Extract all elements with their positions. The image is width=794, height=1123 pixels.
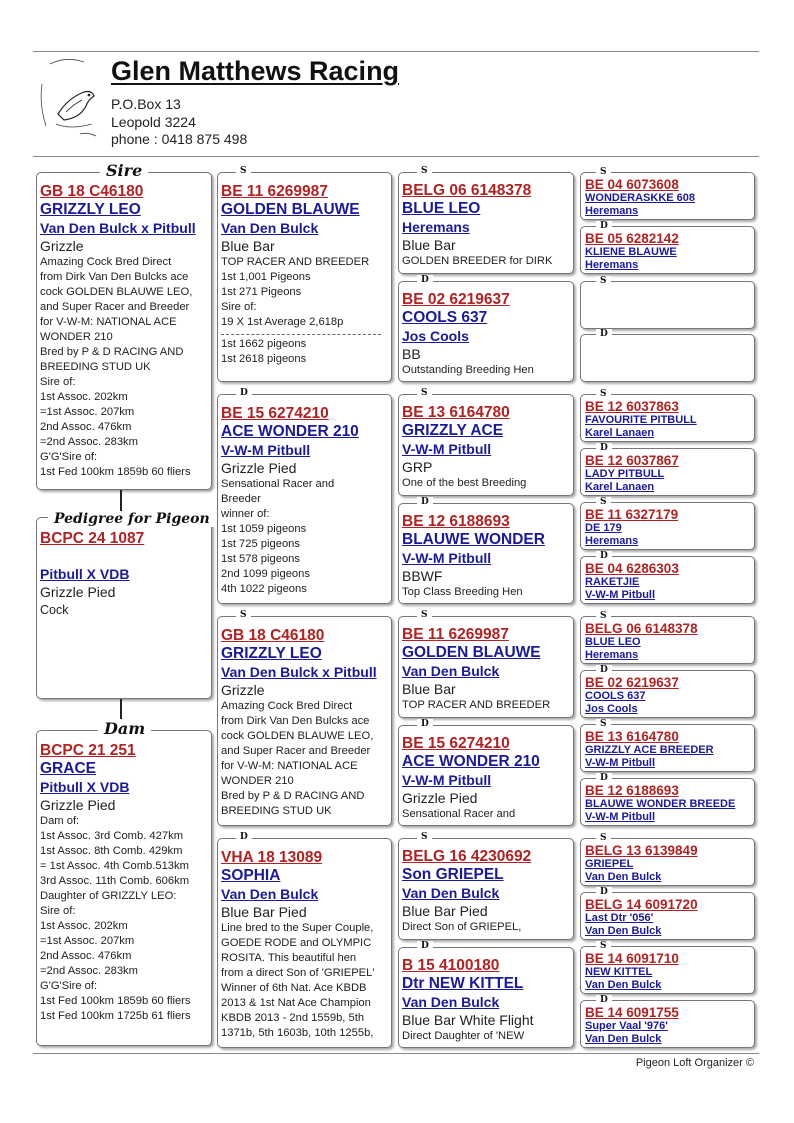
gen4-name: BLAUWE WONDER BREEDE (585, 798, 736, 810)
gen4-ring: BE 02 6219637 (585, 675, 679, 690)
sex-label: S (596, 276, 611, 286)
gen3-card-5[interactable] (398, 616, 574, 718)
gen4-ring: BE 12 6037867 (585, 453, 679, 468)
gen2-breed: Van Den Bulck (221, 886, 319, 902)
sex-label: S (417, 166, 432, 176)
gen4-card-15[interactable] (580, 946, 755, 994)
gen2-description: Sensational Racer and Breeder winner of: 1st 1059 pigeons 1st 725 pigeons 1st 578 pigeons 2nd 1099 pigeons 4th 1022 pigeons (221, 478, 335, 595)
gen4-breed: Heremans (585, 259, 639, 271)
gen2-description: Amazing Cock Bred Direct from Dirk Van Den Bulcks ace cock GOLDEN BLAUWE LEO, and Super Racer and Breeder for V-W-M: NATIONAL ACE WONDER 210 Bred by P & D RACING AND BREEDING STUD UK (221, 700, 374, 817)
dam-colour: Grizzle Pied (40, 797, 116, 813)
gen4-card-10[interactable] (580, 670, 755, 718)
gen3-description: Outstanding Breeding Hen (402, 364, 534, 376)
gen4-name: BLUE LEO (585, 636, 641, 648)
gen3-colour: Grizzle Pied (402, 790, 478, 806)
sire-card[interactable] (36, 172, 212, 490)
loft-logo (36, 54, 102, 144)
gen3-ring: BELG 06 6148378 (402, 182, 532, 199)
gen2-colour: Blue Bar (221, 238, 275, 254)
phone-line: phone : 0418 875 498 (111, 131, 248, 147)
gen3-colour: Blue Bar (402, 681, 456, 697)
gen3-ring: BE 13 6164780 (402, 404, 510, 421)
sex-label: D (236, 388, 252, 398)
gen4-ring: BE 14 6091755 (585, 1005, 679, 1020)
gen4-name: Super Vaal '976' (585, 1020, 668, 1032)
gen4-card-2[interactable] (580, 226, 755, 274)
gen3-card-6[interactable] (398, 725, 574, 826)
gen3-card-2[interactable] (398, 281, 574, 382)
gen4-name: LADY PITBULL (585, 468, 665, 480)
gen4-card-4[interactable] (580, 334, 755, 382)
gen4-name: COOLS 637 (585, 690, 646, 702)
sire-colour: Grizzle (40, 238, 84, 254)
subject-card[interactable] (36, 517, 212, 699)
gen4-name: RAKETJIE (585, 576, 640, 588)
gen3-colour: BBWF (402, 568, 443, 584)
gen4-ring: BELG 06 6148378 (585, 621, 698, 636)
gen4-card-9[interactable] (580, 616, 755, 664)
gen3-breed: V-W-M Pitbull (402, 441, 492, 457)
gen4-name: KLIENE BLAUWE (585, 246, 677, 258)
header-rule (33, 156, 759, 157)
sex-label: D (596, 221, 612, 231)
address-line-1: P.O.Box 13 (111, 96, 181, 112)
gen2-card-3[interactable] (217, 616, 392, 826)
address-line-2: Leopold 3224 (111, 114, 196, 130)
gen4-card-7[interactable] (580, 502, 755, 550)
sex-label: S (596, 611, 611, 621)
gen4-ring: BELG 14 6091720 (585, 897, 698, 912)
gen3-description: Sensational Racer and (402, 808, 516, 820)
gen2-colour: Grizzle (221, 682, 265, 698)
sex-label: S (596, 389, 611, 399)
dam-label: Dam (98, 719, 151, 738)
dam-description: Dam of: 1st Assoc. 3rd Comb. 427km 1st Assoc. 8th Comb. 429km = 1st Assoc. 4th Comb.513km 3rd Assoc. 11th Comb. 606km Daughter of GRIZZLY LEO: Sire of: 1st Assoc. 202km =1st Assoc. 207km 2nd Assoc. 476km =2nd Assoc. 283km G'G'Sire of: 1st Fed 100km 1859b 60 fliers 1st Fed 100km 1725b 61 fliers (40, 815, 191, 1022)
gen3-breed: Jos Cools (402, 328, 469, 344)
gen3-breed: Heremans (402, 219, 470, 235)
gen4-breed: Heremans (585, 535, 639, 547)
gen3-ring: BE 12 6188693 (402, 513, 510, 530)
sex-label: D (596, 329, 612, 339)
gen3-ring: BELG 16 4230692 (402, 848, 532, 865)
gen4-ring: BE 14 6091710 (585, 951, 679, 966)
gen4-breed: Karel Lanaen (585, 427, 655, 439)
gen4-breed: V-W-M Pitbull (585, 757, 656, 769)
gen4-card-16[interactable] (580, 1000, 755, 1048)
gen4-ring: BE 12 6037863 (585, 399, 679, 414)
gen3-name: COOLS 637 (402, 309, 488, 326)
sire-ring: GB 18 C46180 (40, 183, 144, 200)
gen4-card-3[interactable] (580, 281, 755, 329)
gen4-ring: BE 13 6164780 (585, 729, 679, 744)
sex-label: S (596, 167, 611, 177)
gen3-description: Direct Son of GRIEPEL, (402, 921, 522, 933)
sex-label: D (596, 443, 612, 453)
dam-name: GRACE (40, 760, 96, 777)
subject-breed: Pitbull X VDB (40, 566, 130, 582)
gen3-ring: BE 15 6274210 (402, 735, 510, 752)
gen3-description: Top Class Breeding Hen (402, 586, 523, 598)
sex-label: D (596, 773, 612, 783)
gen3-name: Dtr NEW KITTEL (402, 975, 524, 992)
sire-description: Amazing Cock Bred Direct from Dirk Van Den Bulcks ace cock GOLDEN BLAUWE LEO, and Super Racer and Breeder for V-W-M: NATIONAL ACE WONDER 210 Bred by P & D RACING AND BREEDING STUD UK Sire of: 1st Assoc. 202km =1st Assoc. 207km 2nd Assoc. 476km =2nd Assoc. 283km G'G'Sire of: 1st Fed 100km 1859b 60 fliers (40, 256, 193, 478)
gen2-name: ACE WONDER 210 (221, 423, 359, 440)
gen4-card-12[interactable] (580, 778, 755, 826)
gen3-breed: Van Den Bulck (402, 885, 500, 901)
page-title: Glen Matthews Racing (111, 56, 400, 86)
gen2-ring: GB 18 C46180 (221, 627, 325, 644)
gen4-name: GRIEPEL (585, 858, 634, 870)
sire-name: GRIZZLY LEO (40, 201, 141, 218)
gen4-breed: Van Den Bulck (585, 979, 662, 991)
gen3-card-8[interactable] (398, 947, 574, 1048)
footer-rule (33, 1053, 759, 1054)
sex-label: D (417, 497, 433, 507)
gen3-colour: Blue Bar (402, 237, 456, 253)
gen4-card-8[interactable] (580, 556, 755, 604)
sex-label: D (596, 551, 612, 561)
gen4-ring: BE 11 6327179 (585, 507, 679, 522)
gen3-name: ACE WONDER 210 (402, 753, 540, 770)
gen3-name: GOLDEN BLAUWE (402, 644, 541, 661)
gen3-breed: V-W-M Pitbull (402, 772, 492, 788)
sex-label: S (236, 166, 251, 176)
dam-breed: Pitbull X VDB (40, 779, 130, 795)
gen4-card-14[interactable] (580, 892, 755, 940)
gen3-card-7[interactable] (398, 838, 574, 940)
gen4-breed: Heremans (585, 649, 639, 661)
gen3-breed: V-W-M Pitbull (402, 550, 492, 566)
gen2-description-extra: 1st 1662 pigeons 1st 2618 pigeons (221, 338, 307, 365)
gen3-description: GOLDEN BREEDER for DIRK (402, 255, 553, 267)
dam-card[interactable] (36, 730, 212, 1046)
gen4-name: Last Dtr '056' (585, 912, 654, 924)
gen2-breed: Van Den Bulck (221, 220, 319, 236)
gen4-breed: V-W-M Pitbull (585, 589, 656, 601)
gen2-colour: Blue Bar Pied (221, 904, 307, 920)
gen4-breed: Jos Cools (585, 703, 638, 715)
sex-label: D (417, 719, 433, 729)
gen4-name: GRIZZLY ACE BREEDER (585, 744, 714, 756)
gen4-ring: BE 12 6188693 (585, 783, 679, 798)
gen4-card-13[interactable] (580, 838, 755, 886)
sex-label: S (417, 388, 432, 398)
gen4-card-5[interactable] (580, 394, 755, 442)
gen3-breed: Van Den Bulck (402, 994, 500, 1010)
gen4-breed: Van Den Bulck (585, 925, 662, 937)
gen4-name: WONDERASKKE 608 (585, 192, 696, 204)
gen4-name: DE 179 (585, 522, 622, 534)
gen4-card-6[interactable] (580, 448, 755, 496)
sex-label: D (417, 275, 433, 285)
sire-breed: Van Den Bulck x Pitbull (40, 220, 196, 236)
gen3-ring: B 15 4100180 (402, 957, 500, 974)
gen3-card-4[interactable] (398, 503, 574, 604)
gen2-ring: VHA 18 13089 (221, 849, 323, 866)
gen2-card-1[interactable] (217, 172, 392, 382)
subject-sex: Cock (40, 603, 69, 617)
gen2-card-2[interactable] (217, 394, 392, 604)
gen4-name: FAVOURITE PITBULL (585, 414, 697, 426)
gen3-name: BLUE LEO (402, 200, 481, 217)
gen2-breed: Van Den Bulck x Pitbull (221, 664, 377, 680)
sex-label: S (596, 833, 611, 843)
gen4-ring: BE 04 6073608 (585, 177, 679, 192)
gen2-name: GOLDEN BLAUWE (221, 201, 360, 218)
gen2-description: Line bred to the Super Couple, GOEDE RODE and OLYMPIC ROSITA. This beautiful hen from a direct Son of 'GRIEPEL' Winner of 6th Nat. Ace KBDB 2013 & 1st Nat Ace Champion KBDB 2013 - 2nd 1559b, 5th 1371b, 5th 1603b, 10th 1255b, (221, 922, 375, 1039)
gen3-colour: Blue Bar Pied (402, 903, 488, 919)
gen3-colour: BB (402, 346, 421, 362)
gen4-name: NEW KITTEL (585, 966, 653, 978)
gen4-ring: BELG 13 6139849 (585, 843, 698, 858)
gen3-description: TOP RACER AND BREEDER (402, 699, 551, 711)
gen3-description: Direct Daughter of 'NEW (402, 1030, 525, 1042)
gen2-ring: BE 15 6274210 (221, 405, 329, 422)
gen4-breed: Heremans (585, 205, 639, 217)
gen3-ring: BE 11 6269987 (402, 626, 509, 643)
dam-ring: BCPC 21 251 (40, 742, 136, 759)
gen3-name: Son GRIEPEL (402, 866, 504, 883)
gen4-card-1[interactable] (580, 172, 755, 220)
sex-label: S (596, 497, 611, 507)
gen3-card-1[interactable] (398, 172, 574, 274)
sex-label: D (236, 832, 252, 842)
gen3-colour: GRP (402, 459, 433, 475)
gen3-colour: Blue Bar White Flight (402, 1012, 534, 1028)
gen4-ring: BE 04 6286303 (585, 561, 679, 576)
gen2-card-4[interactable] (217, 838, 392, 1048)
sex-label: D (596, 995, 612, 1005)
gen2-description: TOP RACER AND BREEDER 1st 1,001 Pigeons 1st 271 Pigeons Sire of: 19 X 1st Average 2,618p (221, 256, 370, 328)
sex-label: S (596, 941, 611, 951)
gen3-ring: BE 02 6219637 (402, 291, 510, 308)
sire-label: Sire (100, 161, 148, 180)
gen4-breed: Van Den Bulck (585, 1033, 662, 1045)
top-rule (33, 51, 759, 52)
gen4-ring: BE 05 6282142 (585, 231, 679, 246)
gen4-card-11[interactable] (580, 724, 755, 772)
gen2-colour: Grizzle Pied (221, 460, 297, 476)
sex-label: S (417, 832, 432, 842)
gen3-description: One of the best Breeding (402, 477, 527, 489)
sex-label: D (596, 887, 612, 897)
gen2-breed: V-W-M Pitbull (221, 442, 311, 458)
sex-label: D (596, 665, 612, 675)
sex-label: S (417, 610, 432, 620)
subject-name (40, 548, 208, 565)
gen2-name: SOPHIA (221, 867, 281, 884)
gen4-breed: Karel Lanaen (585, 481, 655, 493)
subject-colour: Grizzle Pied (40, 584, 116, 600)
gen2-ring: BE 11 6269987 (221, 183, 328, 200)
gen3-name: BLAUWE WONDER (402, 531, 545, 548)
sex-label: S (236, 610, 251, 620)
subject-ring: BCPC 24 1087 (40, 530, 145, 547)
gen3-card-3[interactable] (398, 394, 574, 496)
gen3-breed: Van Den Bulck (402, 663, 500, 679)
gen4-breed: V-W-M Pitbull (585, 811, 656, 823)
divider (221, 334, 381, 335)
sex-label: S (596, 719, 611, 729)
gen4-breed: Van Den Bulck (585, 871, 662, 883)
sex-label: D (417, 941, 433, 951)
gen3-name: GRIZZLY ACE (402, 422, 504, 439)
pedigree-label: Pedigree for Pigeon (48, 511, 216, 527)
footer-credit: Pigeon Loft Organizer © (635, 1057, 754, 1069)
gen2-name: GRIZZLY LEO (221, 645, 322, 662)
